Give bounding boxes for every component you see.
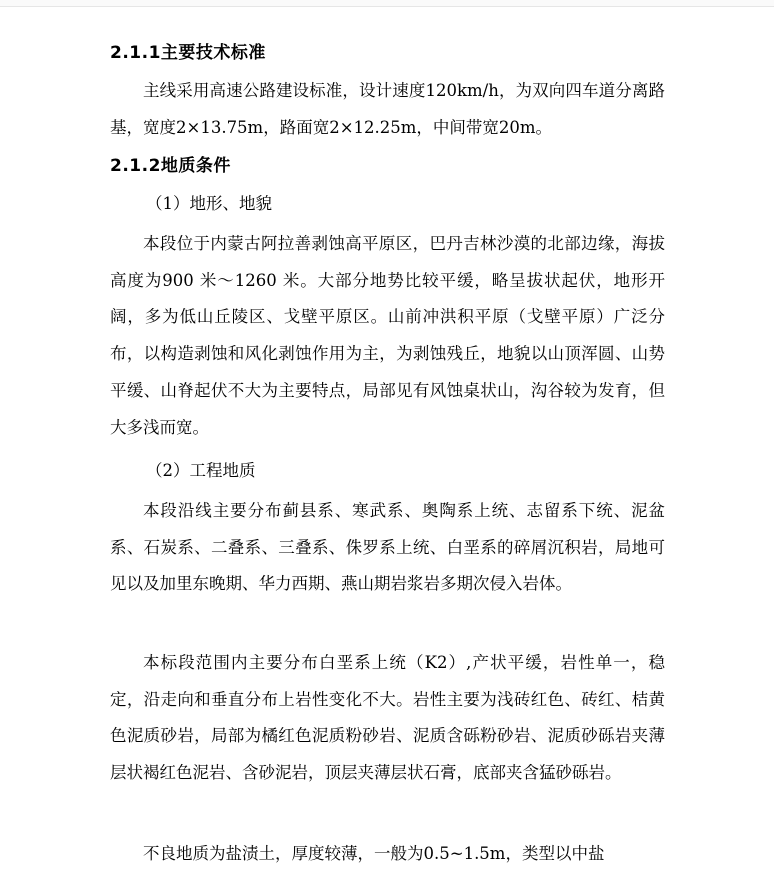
- heading-2-1-1: 2.1.1主要技术标准: [110, 43, 266, 63]
- paragraph-technical-standard: 主线采用高速公路建设标准，设计速度120km/h，为双向四车道分离路基，宽度2×13.75m，路面宽2×12.25m，中间带宽20m。: [110, 81, 665, 137]
- top-edge: [0, 0, 774, 7]
- paragraph-adverse-geology: 不良地质为盐渍土，厚度较薄，一般为0.5~1.5m，类型以中盐: [143, 844, 605, 863]
- heading-2-1-2: 2.1.2地质条件: [110, 156, 231, 176]
- subheading-engineering-geology: （2）工程地质: [146, 461, 256, 480]
- subheading-terrain: （1）地形、地貌: [146, 194, 272, 213]
- paragraph-terrain: 本段位于内蒙古阿拉善剥蚀高平原区，巴丹吉林沙漠的北部边缘，海拔高度为900 米～1260 米。大部分地势比较平缓，略呈拔状起伏，地形开阔，多为低山丘陵区、戈壁平原区。山前冲洪积平原（戈壁平原）广泛分布，以构造剥蚀和风化剥蚀作用为主，为剥蚀残丘，地貌以山顶浑圆、山势平缓、山脊起伏不大为主要特点，局部见有风蚀桌状山，沟谷较为发育，但大多浅而宽。: [110, 234, 665, 437]
- paragraph-geology-lithology: 本标段范围内主要分布白垩系上统（K2）,产状平缓，岩性单一，稳定，沿走向和垂直分布上岩性变化不大。岩性主要为浅砖红色、砖红、桔黄色泥质砂岩，局部为橘红色泥质粉砂岩、泥质含砾粉砂岩、泥质砂砾岩夹薄层状褐红色泥岩、含砂泥岩，顶层夹薄层状石膏，底部夹含猛砂砾岩。: [110, 653, 665, 783]
- paragraph-geology-strata: 本段沿线主要分布蓟县系、寒武系、奥陶系上统、志留系下统、泥盆系、石炭系、二叠系、三叠系、侏罗系上统、白垩系的碎屑沉积岩，局地可见以及加里东晚期、华力西期、燕山期岩浆岩多期次侵入岩体。: [110, 501, 665, 594]
